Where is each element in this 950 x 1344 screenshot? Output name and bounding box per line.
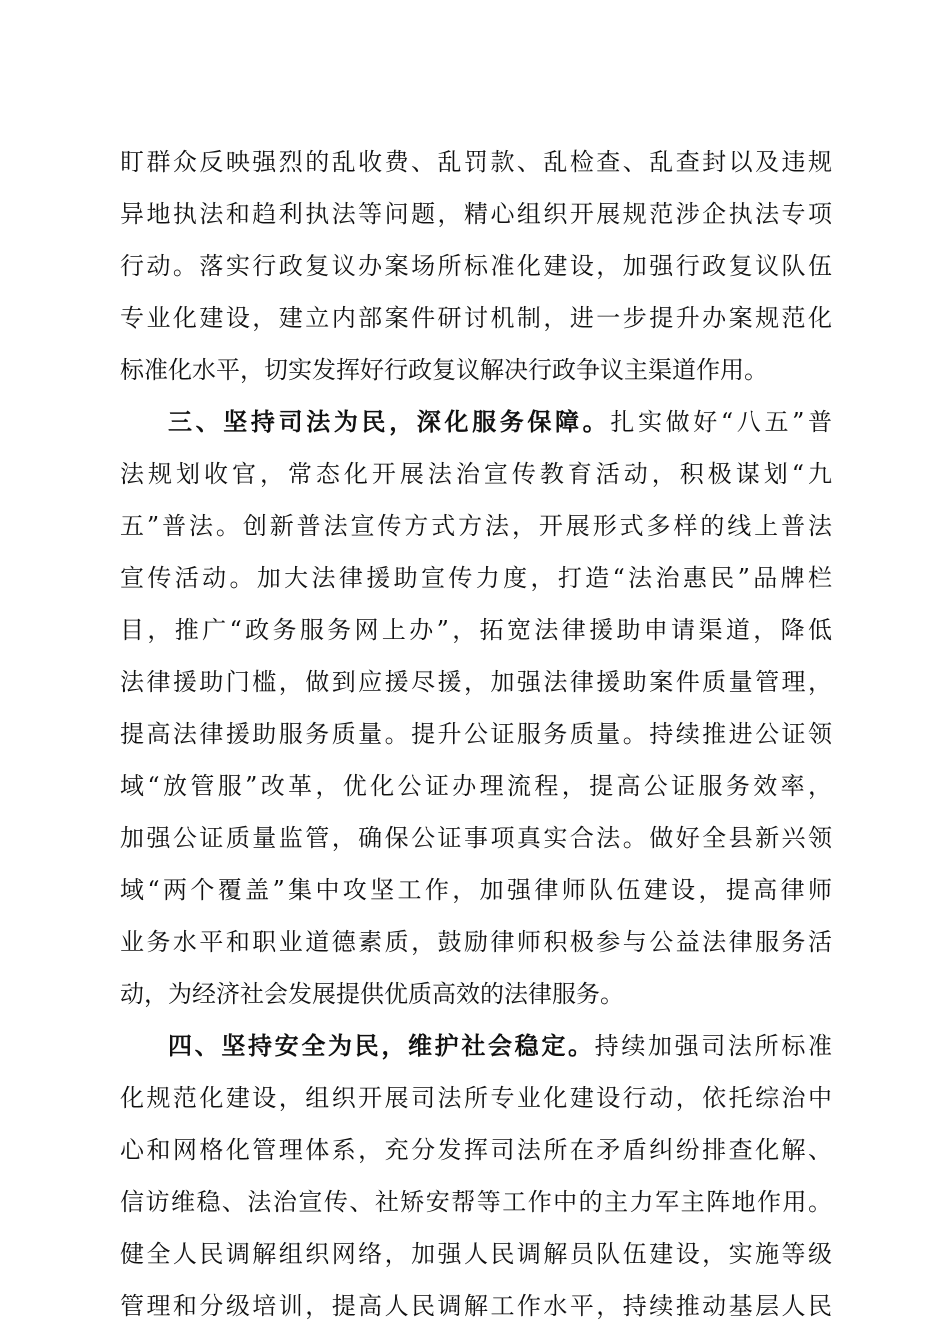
text-line: 域“放管服”改革，优化公证办理流程，提高公证服务效率， bbox=[120, 772, 832, 800]
text-line: 专业化建设，建立内部案件研讨机制，进一步提升办案规范化 bbox=[120, 304, 832, 332]
text-line: 行动。落实行政复议办案场所标准化建设，加强行政复议队伍 bbox=[120, 252, 832, 280]
text-line: 管理和分级培训，提高人民调解工作水平，持续推动基层人民 bbox=[120, 1292, 832, 1320]
text-line: 提高法律援助服务质量。提升公证服务质量。持续推进公证领 bbox=[120, 720, 832, 748]
text-line: 盯群众反映强烈的乱收费、乱罚款、乱检查、乱查封以及违规 bbox=[120, 148, 832, 176]
heading-line-text: 扎实做好“八五”普 bbox=[610, 408, 832, 436]
text-line: 五”普法。创新普法宣传方式方法，开展形式多样的线上普法 bbox=[120, 512, 832, 540]
document-body bbox=[120, 136, 832, 1332]
text-line: 标准化水平，切实发挥好行政复议解决行政争议主渠道作用。 bbox=[120, 356, 768, 384]
paragraph-social-stability bbox=[120, 1020, 832, 1332]
text-line: 化规范化建设，组织开展司法所专业化建设行动，依托综治中 bbox=[120, 1084, 832, 1112]
text-line: 域“两个覆盖”集中攻坚工作，加强律师队伍建设，提高律师 bbox=[120, 876, 832, 904]
text-line: 异地执法和趋利执法等问题，精心组织开展规范涉企执法专项 bbox=[120, 200, 832, 228]
section-heading-3: 三、坚持司法为民，深化服务保障。 bbox=[168, 408, 611, 436]
text-line: 心和网格化管理体系，充分发挥司法所在矛盾纠纷排查化解、 bbox=[120, 1136, 832, 1164]
text-line: 法律援助门槛，做到应援尽援，加强法律援助案件质量管理， bbox=[120, 668, 832, 696]
section-heading-4: 四、坚持安全为民，维护社会稳定。 bbox=[168, 1032, 595, 1060]
text-line: 业务水平和职业道德素质，鼓励律师积极参与公益法律服务活 bbox=[120, 928, 832, 956]
paragraph-first-line bbox=[120, 1020, 832, 1072]
paragraph-first-line bbox=[120, 396, 832, 448]
text-line: 法规划收官，常态化开展法治宣传教育活动，积极谋划“九 bbox=[120, 460, 832, 488]
text-line: 宣传活动。加大法律援助宣传力度，打造“法治惠民”品牌栏 bbox=[120, 564, 832, 592]
paragraph-continuation bbox=[120, 136, 832, 396]
text-line: 加强公证质量监管，确保公证事项真实合法。做好全县新兴领 bbox=[120, 824, 832, 852]
paragraph-service-guarantee bbox=[120, 396, 832, 1020]
text-line: 动，为经济社会发展提供优质高效的法律服务。 bbox=[120, 980, 624, 1008]
text-line: 目，推广“政务服务网上办”，拓宽法律援助申请渠道，降低 bbox=[120, 616, 832, 644]
heading-line-text: 持续加强司法所标准 bbox=[594, 1032, 832, 1060]
text-line: 健全人民调解组织网络，加强人民调解员队伍建设，实施等级 bbox=[120, 1240, 832, 1268]
text-line: 信访维稳、法治宣传、社矫安帮等工作中的主力军主阵地作用。 bbox=[120, 1188, 832, 1216]
